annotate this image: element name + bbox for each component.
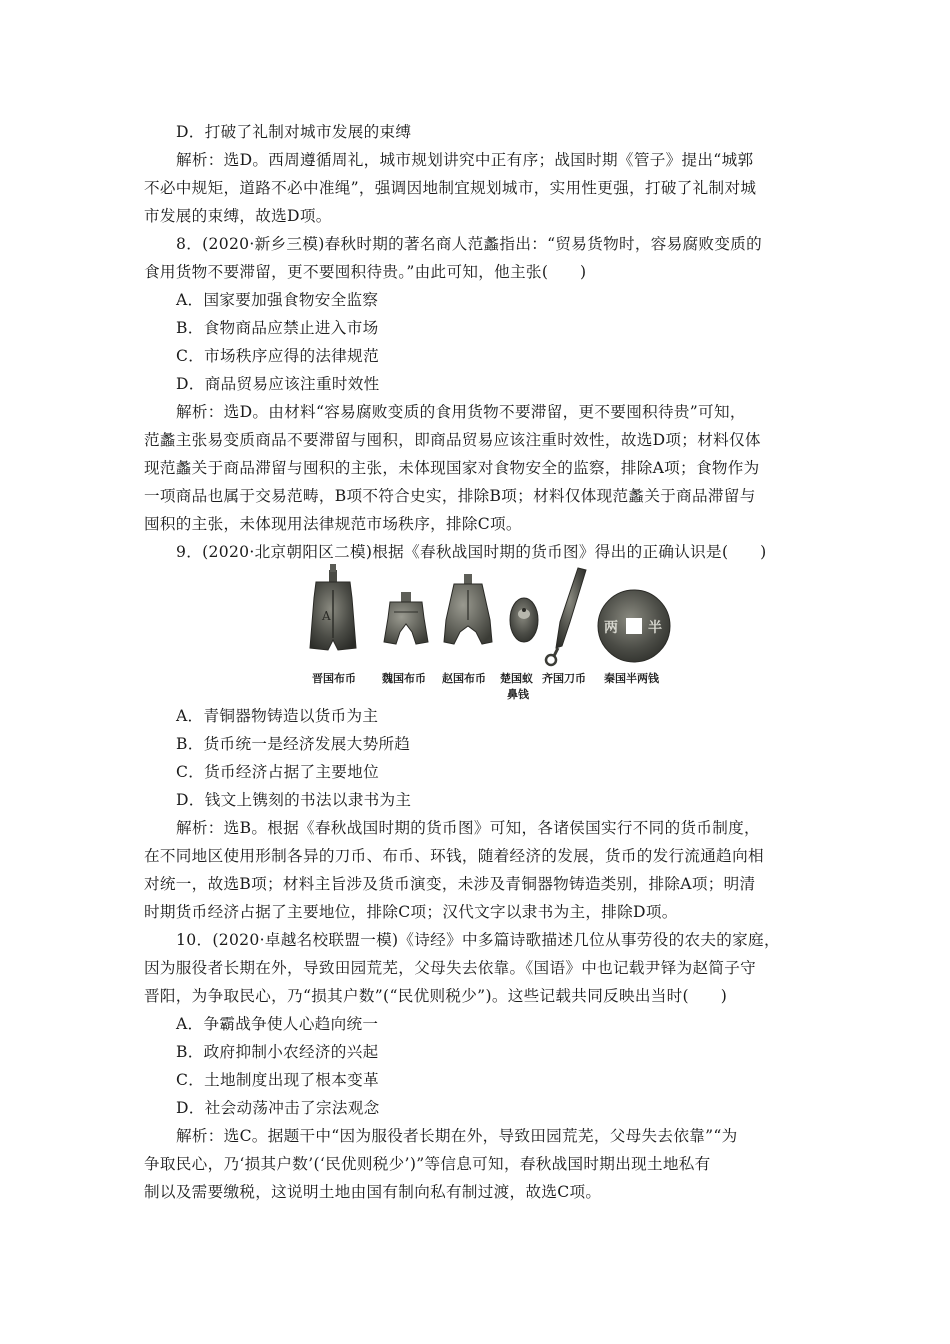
currency-figure [300,562,680,702]
text-line: 晋阳，为争取民心，乃“损其户数”(“民优则税少”)。这些记载共同反映出当时( ) [144,987,728,1005]
text-line: 因为服役者长期在外，导致田园荒芜，父母失去依靠。《国语》中也记载尹铎为赵简子守 [144,959,757,977]
text-line: 解析：选B。根据《春秋战国时期的货币图》可知，各诸侯国实行不同的货币制度， [176,819,760,837]
text-line: D．打破了礼制对城市发展的束缚 [176,123,412,141]
text-line: B．政府抑制小农经济的兴起 [176,1043,379,1061]
text-line: 8．(2020·新乡三模)春秋时期的著名商人范蠡指出：“贸易货物时，容易腐败变质的 [176,235,763,253]
text-line: D．商品贸易应该注重时效性 [176,375,380,393]
text-line: 市发展的束缚，故选D项。 [144,207,332,225]
zhao-spade-coin [444,574,492,644]
text-line: 不必中规矩，道路不必中准绳”，强调因地制宜规划城市，实用性更强，打破了礼制对城 [144,179,757,197]
caption-chu: 楚国蚁 [500,672,533,685]
caption-qin: 秦国半两钱 [604,672,659,685]
text-line: 时期货币经济占据了主要地位，排除C项；汉代文字以隶书为主，排除D项。 [144,903,678,921]
text-line: A．青铜器物铸造以货币为主 [176,707,379,725]
chu-ant-nose-coin [510,598,538,642]
caption-wei: 魏国布币 [382,672,426,685]
text-line: 解析：选C。据题干中“因为服役者长期在外，导致田园荒芜，父母失去依靠”“为 [176,1127,738,1145]
text-line: 现范蠡关于商品滞留与囤积的主张，未体现国家对食物安全的监察，排除A项；食物作为 [144,459,760,477]
text-line: C．市场秩序应得的法律规范 [176,347,379,365]
qin-banliang-coin [598,590,670,662]
text-line: 范蠡主张易变质商品不要滞留与囤积，即商品贸易应该注重时效性，故选D项；材料仅体 [144,431,761,449]
text-line: C．土地制度出现了根本变革 [176,1071,379,1089]
text-line: B．食物商品应禁止进入市场 [176,319,379,337]
text-line: 对统一，故选B项；材料主旨涉及货币演变，未涉及青铜器物铸造类别，排除A项；明清 [144,875,756,893]
caption-zhao: 赵国布币 [442,672,486,685]
text-line: A．争霸战争使人心趋向统一 [176,1015,379,1033]
jin-spade-coin [310,564,356,650]
text-line: B．货币统一是经济发展大势所趋 [176,735,411,753]
text-line: C．货币经济占据了主要地位 [176,763,379,781]
caption-jin: 晋国布币 [312,672,356,685]
text-line: D．社会动荡冲击了宗法观念 [176,1099,380,1117]
text-line: 食用货物不要滞留，更不要囤积待贵。”由此可知，他主张( ) [144,263,587,281]
svg-text:半: 半 [648,620,662,636]
text-line: 解析：选D。西周遵循周礼，城市规划讲究中正有序；战国时期《管子》提出“城郭 [176,151,754,169]
text-line: 争取民心，乃‘损其户数’(‘民优则税少’)”等信息可知，春秋战国时期出现土地私有 [144,1155,711,1173]
text-line: 一项商品也属于交易范畴，B项不符合史实，排除B项；材料仅体现范蠡关于商品滞留与 [144,487,756,505]
wei-spade-coin [384,592,428,644]
text-line: D．钱文上镌刻的书法以隶书为主 [176,791,412,809]
qi-knife-coin [546,568,586,665]
text-line: 在不同地区使用形制各异的刀币、布币、环钱，随着经济的发展，货币的发行流通趋向相 [144,847,764,865]
svg-text:两: 两 [604,620,618,636]
text-line: A．国家要加强食物安全监察 [176,291,379,309]
caption-qi: 齐国刀币 [542,672,586,685]
text-line: 解析：选D。由材料“容易腐败变质的食用货物不要滞留，更不要囤积待贵”可知， [176,403,746,421]
text-line: 囤积的主张，未体现用法律规范市场秩序，排除C项。 [144,515,522,533]
text-line: 制以及需要缴税，这说明土地由国有制向私有制过渡，故选C项。 [144,1183,602,1201]
text-line: 10．(2020·卓越名校联盟一模)《诗经》中多篇诗歌描述几位从事劳役的农夫的家庭， [176,931,780,949]
svg-text:A: A [322,609,331,623]
text-line: 9．(2020·北京朝阳区二模)根据《春秋战国时期的货币图》得出的正确认识是( ) [176,543,767,561]
caption-chu-line2: 鼻钱 [507,688,529,701]
